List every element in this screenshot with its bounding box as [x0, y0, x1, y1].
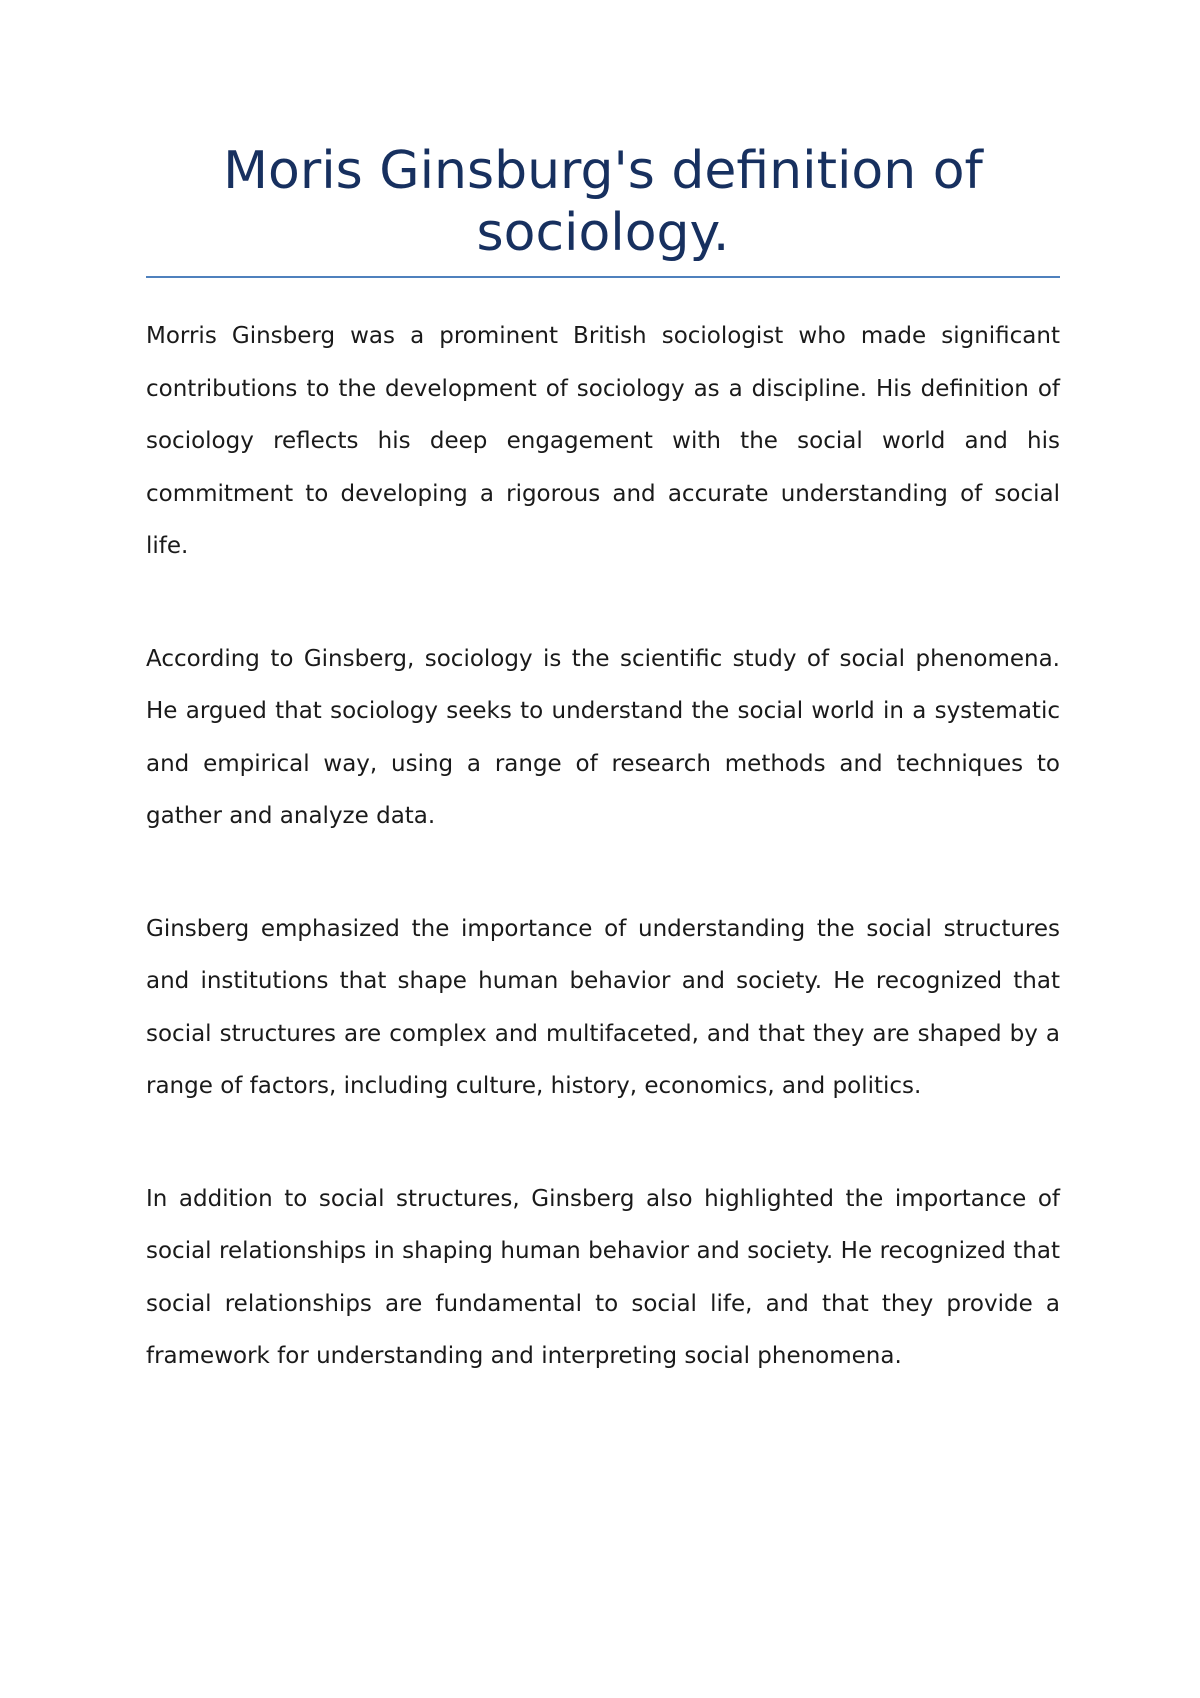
body-paragraph-1: Morris Ginsberg was a prominent British sociologist who made significant contributions to the development of sociology as a discipline. His definition of sociology reflects his deep engagement with the social world and his commitment to developing a rigorous and accurate understanding of social life.: [146, 323, 1060, 559]
title-underline-rule: [146, 276, 1060, 278]
body-paragraph-3: Ginsberg emphasized the importance of understanding the social structures and institutions that shape human behavior and society. He recognized that social structures are complex and multifaceted, and that they are shaped by a range of factors, including culture, history, economics, and politics.: [146, 915, 1060, 1099]
document-title: Moris Ginsburg's definition of sociology.: [223, 141, 983, 263]
body-paragraph-4: In addition to social structures, Ginsberg also highlighted the importance of social relationships in shaping human behavior and society. He recognized that social relationships are fundamental to social life, and that they provide a framework for understanding and interpreting social phenomena.: [146, 1185, 1060, 1369]
document-body: [146, 310, 1060, 1443]
body-paragraph-2: According to Ginsberg, sociology is the scientific study of social phenomena. He argued that sociology seeks to understand the social world in a systematic and empirical way, using a range of research methods and techniques to gather and analyze data.: [146, 645, 1060, 829]
